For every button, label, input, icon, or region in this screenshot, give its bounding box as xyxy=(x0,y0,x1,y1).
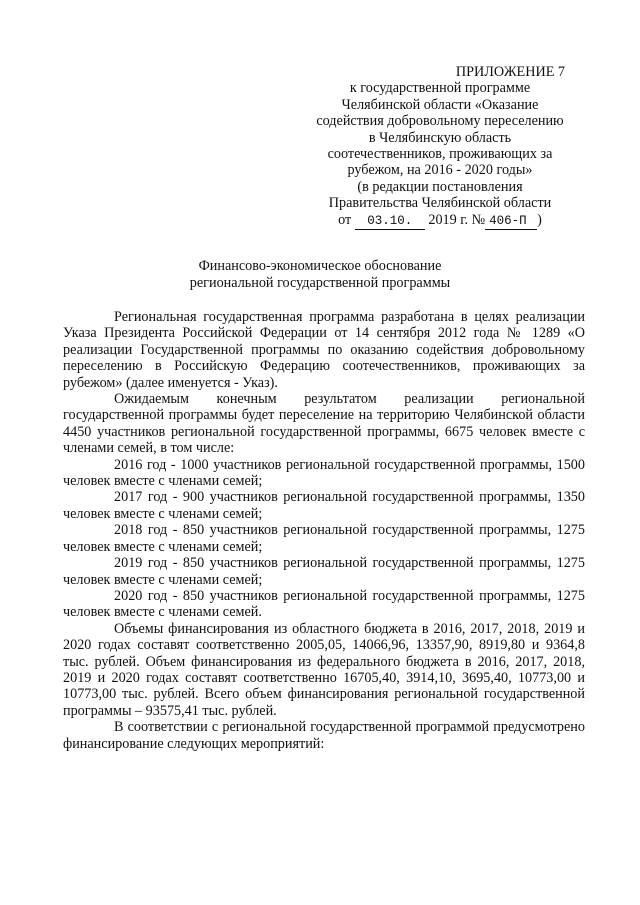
paragraph: В соответствии с региональной государственной программой предусмотрено финансирование следующих мероприятий: xyxy=(63,719,585,752)
document-title-line-2: региональной государственной программы xyxy=(189,274,451,291)
appendix-line: к государственной программе xyxy=(349,80,531,97)
appendix-line: соотечественников, проживающих за xyxy=(327,146,553,163)
paragraph: 2018 год - 850 участников региональной государственной программы, 1275 человек вместе с членами семей; xyxy=(63,522,585,555)
document-title-line-1: Финансово-экономическое обоснование xyxy=(198,258,442,274)
appendix-line: рубежом, на 2016 - 2020 годы» xyxy=(347,162,533,179)
document-title xyxy=(0,258,640,291)
number-sign: № xyxy=(471,211,486,228)
paragraph: 2019 год - 850 участников региональной государственной программы, 1275 человек вместе с членами семей; xyxy=(63,555,585,588)
paragraph: 2016 год - 1000 участников региональной государственной программы, 1500 человек вместе с членами семей; xyxy=(63,456,585,490)
appendix-line: (в редакции постановления xyxy=(357,178,523,195)
appendix-line: содействия добровольному переселению xyxy=(316,113,564,130)
document-body xyxy=(63,309,585,752)
ot-label: от xyxy=(338,211,352,228)
close-paren: ) xyxy=(537,211,542,228)
paragraph: 2017 год - 900 участников региональной государственной программы, 1350 человек вместе с членами семей; xyxy=(63,489,585,522)
paragraph: Региональная государственная программа разработана в целях реализации Указа Президента Российской Федерации от 14 сентября 2012 года № 1289 «О реализации Государственной программы по оказанию содействия добровольному переселению в Российскую Федерацию соотечественников, проживающих за рубежом» (далее именуется - Указ). xyxy=(63,309,585,391)
appendix-header xyxy=(280,64,600,230)
resolution-date: 03.10. xyxy=(355,213,425,230)
appendix-line: Челябинской области «Оказание xyxy=(341,96,539,113)
appendix-line: Правительства Челябинской области xyxy=(328,195,552,212)
paragraph: Объемы финансирования из областного бюджета в 2016, 2017, 2018, 2019 и 2020 годах составят соответственно 2005,05, 14066,96, 13357,90, 8919,80 и 9364,8 тыс. рублей. Объем финансирования из федерального бюджета в 2016, 2017, 2018, 2019 и 2020 годах составят соответственно 16705,40, 3914,10, 3695,40, 10773,00 и 10773,00 тыс. рублей. Всего объем финансирования региональной государственной программы – 93575,41 тыс. рублей. xyxy=(63,620,585,719)
paragraph: Ожидаемым конечным результатом реализации региональной государственной программы будет переселение на территорию Челябинской области 4450 участников региональной государственной программы, 6675 человек вместе с членами семей, в том числе: xyxy=(63,391,585,457)
resolution-year: 2019 г. xyxy=(428,211,469,228)
appendix-line: в Челябинскую область xyxy=(368,129,512,146)
resolution-number: 406-П xyxy=(485,213,537,230)
paragraph: 2020 год - 850 участников региональной государственной программы, 1275 человек вместе с членами семей. xyxy=(63,587,585,621)
resolution-line xyxy=(280,212,600,230)
appendix-title: ПРИЛОЖЕНИЕ 7 xyxy=(455,64,565,80)
